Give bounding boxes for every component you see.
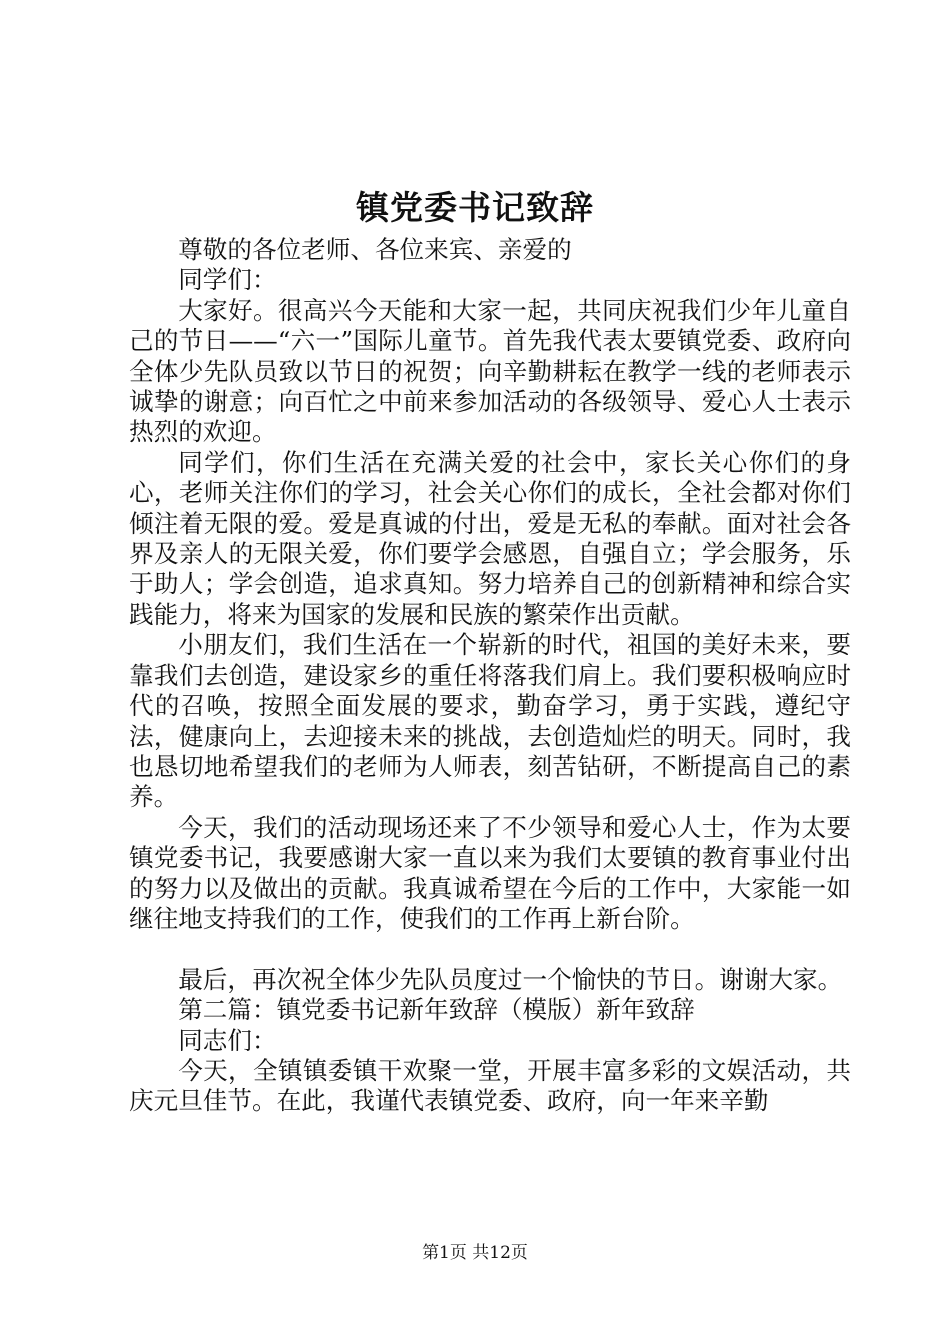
salutation-line-1: 尊敬的各位老师、各位来宾、亲爱的 bbox=[178, 235, 572, 264]
paragraph-greeting: 大家好。很高兴今天能和大家一起，共同庆祝我们少年儿童自己的节日——“六一”国际儿童节。首先我代表太要镇党委、政府向全体少先队员致以节日的祝贺；向辛勤耕耘在教学一线的老师表示诚挚的谢意；向百忙之中前来参加活动的各级领导、爱心人士表示热烈的欢迎。 bbox=[129, 295, 851, 447]
second-article-salutation: 同志们： bbox=[178, 1025, 277, 1055]
salutation-line-2: 同学们： bbox=[178, 265, 277, 295]
paragraph-children: 小朋友们，我们生活在一个崭新的时代，祖国的美好未来，要靠我们去创造，建设家乡的重任将落我们肩上。我们要积极响应时代的召唤，按照全面发展的要求，勤奋学习，勇于实践，遵纪守法，健康向上，去迎接未来的挑战，去创造灿烂的明天。同时，我也恳切地希望我们的老师为人师表，刻苦钻研，不断提高自己的素养。 bbox=[129, 630, 851, 812]
document-body bbox=[129, 235, 851, 1117]
paragraph-closing: 最后，再次祝全体少先队员度过一个愉快的节日。谢谢大家。 bbox=[178, 964, 843, 994]
paragraph-thanks: 今天，我们的活动现场还来了不少领导和爱心人士，作为太要镇党委书记，我要感谢大家一直以来为我们太要镇的教育事业付出的努力以及做出的贡献。我真诚希望在今后的工作中，大家能一如继往地支持我们的工作，使我们的工作再上新台阶。 bbox=[129, 812, 851, 933]
document-title: 镇党委书记致辞 bbox=[356, 188, 594, 227]
second-article-heading: 第二篇：镇党委书记新年致辞（模版）新年致辞 bbox=[178, 995, 695, 1025]
paragraph-students: 同学们，你们生活在充满关爱的社会中，家长关心你们的身心，老师关注你们的学习，社会关心你们的成长，全社会都对你们倾注着无限的爱。爱是真诚的付出，爱是无私的奉献。面对社会各界及亲人的无限关爱，你们要学会感恩，自强自立；学会服务，乐于助人；学会创造，追求真知。努力培养自己的创新精神和综合实践能力，将来为国家的发展和民族的繁荣作出贡献。 bbox=[129, 447, 851, 629]
page-number-footer: 第1页 共12页 bbox=[422, 1243, 528, 1263]
second-article-paragraph: 今天，全镇镇委镇干欢聚一堂，开展丰富多彩的文娱活动，共庆元旦佳节。在此，我谨代表镇党委、政府，向一年来辛勤 bbox=[129, 1055, 851, 1116]
